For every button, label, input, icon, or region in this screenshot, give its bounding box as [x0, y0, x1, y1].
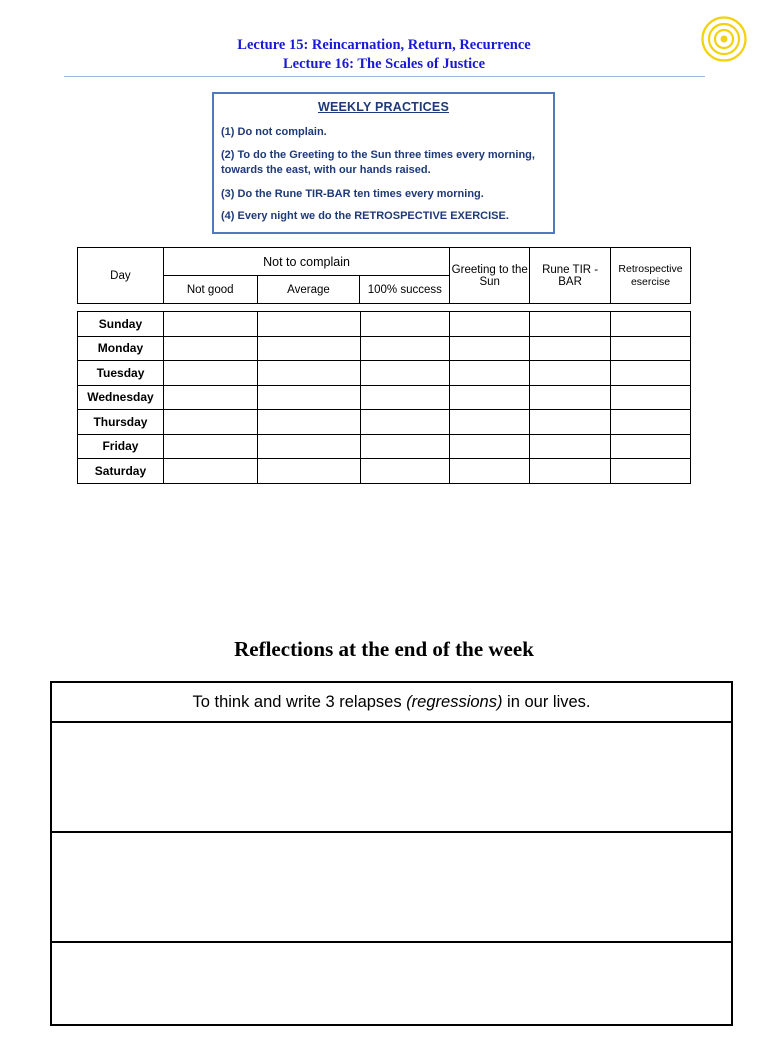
reflection-writing-area[interactable]: [52, 833, 731, 943]
day-label: Tuesday: [78, 361, 164, 386]
day-label: Friday: [78, 434, 164, 459]
checkbox-cell[interactable]: [163, 336, 257, 361]
day-label: Saturday: [78, 459, 164, 484]
tracker-days-table: [77, 311, 691, 484]
checkbox-cell[interactable]: [163, 361, 257, 386]
practice-item: (1) Do not complain.: [221, 126, 327, 138]
average-header: Average: [257, 276, 360, 304]
reflections-title: Reflections at the end of the week: [234, 637, 534, 661]
weekly-practices-box: [212, 92, 555, 234]
table-row: [78, 312, 691, 337]
table-row: [78, 459, 691, 484]
checkbox-cell[interactable]: [530, 361, 611, 386]
checkbox-cell[interactable]: [360, 459, 450, 484]
checkbox-cell[interactable]: [530, 459, 611, 484]
checkbox-cell[interactable]: [611, 410, 691, 435]
prompt-text: To think and write 3 relapses: [192, 693, 407, 711]
prompt-text-end: in our lives.: [502, 693, 591, 711]
checkbox-cell[interactable]: [611, 459, 691, 484]
success-header: 100% success: [360, 276, 450, 304]
checkbox-cell[interactable]: [163, 459, 257, 484]
day-label: Sunday: [78, 312, 164, 337]
weekly-practices-title: WEEKLY PRACTICES: [317, 100, 449, 114]
not-to-complain-header: Not to complain: [163, 248, 449, 276]
checkbox-cell[interactable]: [257, 459, 360, 484]
checkbox-cell[interactable]: [360, 385, 450, 410]
header-divider: [64, 76, 705, 77]
prompt-italic-text: (regressions): [406, 693, 503, 711]
checkbox-cell[interactable]: [257, 336, 360, 361]
checkbox-cell[interactable]: [530, 434, 611, 459]
checkbox-cell[interactable]: [360, 410, 450, 435]
table-row: [78, 385, 691, 410]
checkbox-cell[interactable]: [163, 312, 257, 337]
practice-item: (2) To do the Greeting to the Sun three times every morning, towards the east, with our hands raised.: [221, 149, 535, 176]
checkbox-cell[interactable]: [450, 312, 530, 337]
day-label: Monday: [78, 336, 164, 361]
checkbox-cell[interactable]: [257, 434, 360, 459]
checkbox-cell[interactable]: [611, 434, 691, 459]
checkbox-cell[interactable]: [450, 459, 530, 484]
reflections-prompt: [52, 683, 731, 723]
checkbox-cell[interactable]: [360, 361, 450, 386]
retrospective-header: Retrospective esercise: [611, 248, 691, 304]
lecture-15-title: Lecture 15: Reincarnation, Return, Recurrence: [237, 37, 531, 53]
checkbox-cell[interactable]: [530, 385, 611, 410]
checkbox-cell[interactable]: [611, 361, 691, 386]
checkbox-cell[interactable]: [530, 312, 611, 337]
checkbox-cell[interactable]: [257, 385, 360, 410]
reflection-writing-area[interactable]: [52, 943, 731, 1053]
lecture-16-title: Lecture 16: The Scales of Justice: [282, 56, 486, 72]
not-good-header: Not good: [163, 276, 257, 304]
reflections-box: [50, 681, 733, 1026]
checkbox-cell[interactable]: [257, 361, 360, 386]
checkbox-cell[interactable]: [450, 410, 530, 435]
rune-header: Rune TIR - BAR: [530, 248, 611, 304]
day-header: Day: [78, 248, 164, 304]
checkbox-cell[interactable]: [611, 385, 691, 410]
checkbox-cell[interactable]: [163, 410, 257, 435]
checkbox-cell[interactable]: [257, 312, 360, 337]
checkbox-cell[interactable]: [530, 410, 611, 435]
checkbox-cell[interactable]: [611, 312, 691, 337]
checkbox-cell[interactable]: [611, 336, 691, 361]
table-row: [78, 361, 691, 386]
tracker-header-table: [77, 247, 691, 304]
checkbox-cell[interactable]: [163, 385, 257, 410]
greeting-header: Greeting to the Sun: [450, 248, 530, 304]
day-label: Thursday: [78, 410, 164, 435]
checkbox-cell[interactable]: [450, 434, 530, 459]
checkbox-cell[interactable]: [163, 434, 257, 459]
checkbox-cell[interactable]: [360, 434, 450, 459]
practice-item: (3) Do the Rune TIR-BAR ten times every morning.: [221, 188, 484, 200]
day-label: Wednesday: [78, 385, 164, 410]
checkbox-cell[interactable]: [450, 361, 530, 386]
table-row: [78, 336, 691, 361]
checkbox-cell[interactable]: [360, 312, 450, 337]
checkbox-cell[interactable]: [450, 336, 530, 361]
checkbox-cell[interactable]: [360, 336, 450, 361]
checkbox-cell[interactable]: [530, 336, 611, 361]
practice-item: (4) Every night we do the RETROSPECTIVE EXERCISE.: [221, 210, 509, 222]
table-row: [78, 434, 691, 459]
checkbox-cell[interactable]: [450, 385, 530, 410]
checkbox-cell[interactable]: [257, 410, 360, 435]
table-row: [78, 410, 691, 435]
reflection-writing-area[interactable]: [52, 723, 731, 833]
